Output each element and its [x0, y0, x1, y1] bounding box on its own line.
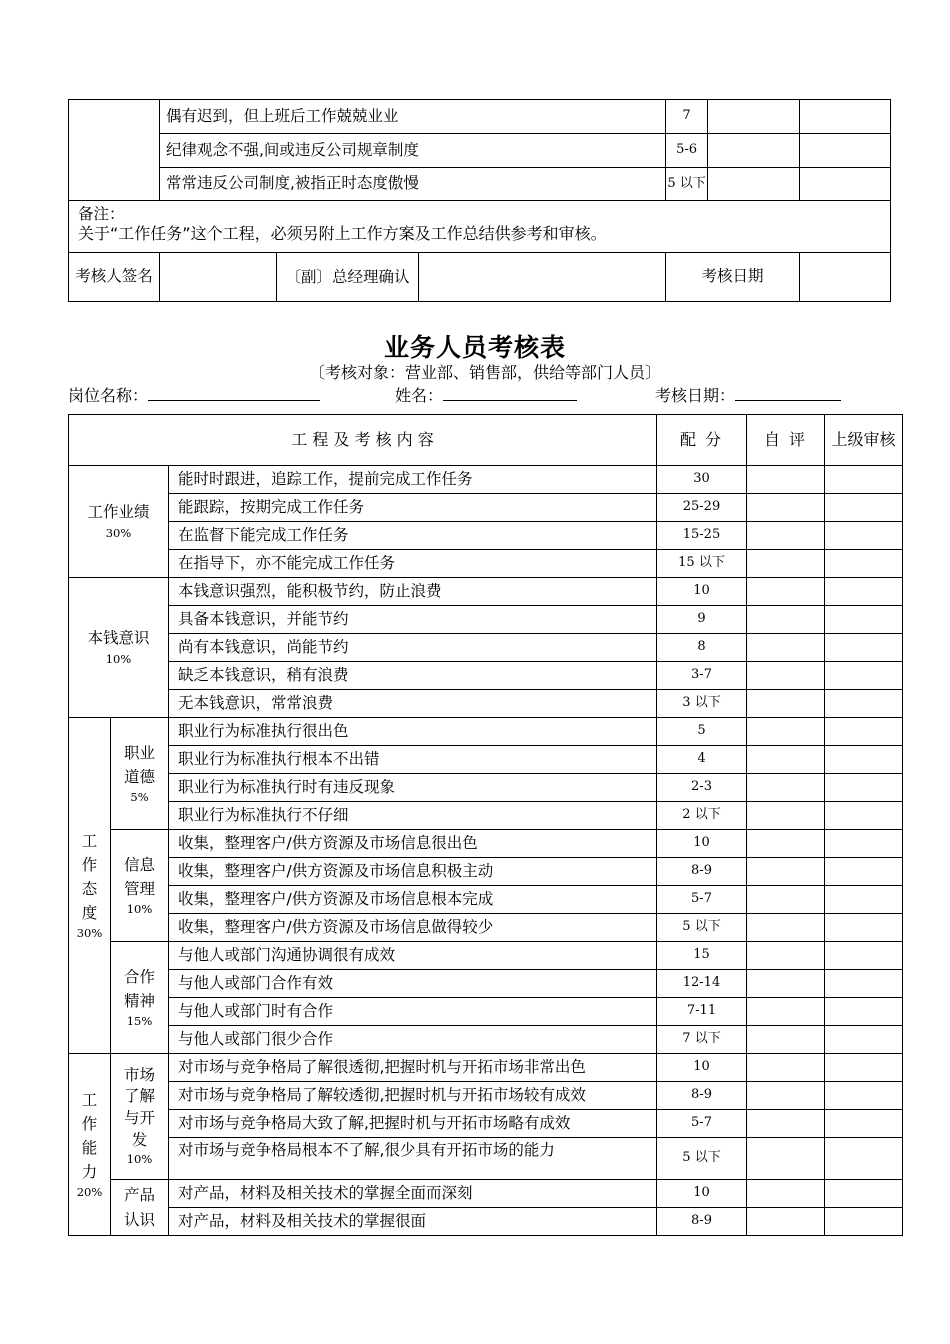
score-cell: 7 [666, 100, 708, 134]
score-cell: 5-7 [657, 1110, 747, 1138]
subcategory-info: 信息 管理 10% [111, 830, 169, 942]
self-eval-cell[interactable] [747, 466, 825, 494]
self-eval-cell[interactable] [747, 550, 825, 578]
header-content: 工 程 及 考 核 内 容 [69, 415, 657, 466]
self-eval-cell[interactable] [747, 1138, 825, 1180]
superior-eval-cell[interactable] [825, 746, 903, 774]
subcategory-pct: 5% [130, 789, 149, 804]
table-row [69, 1110, 903, 1138]
table-row [69, 1054, 903, 1082]
criteria-text: 能时时跟进，追踪工作，提前完成工作任务 [169, 466, 657, 494]
superior-eval-cell[interactable] [825, 494, 903, 522]
score-cell: 10 [657, 830, 747, 858]
category-pct: 10% [105, 651, 132, 666]
self-eval-cell[interactable] [747, 1180, 825, 1208]
criteria-text: 职业行为标准执行不仔细 [169, 802, 657, 830]
position-label: 岗位名称： [68, 386, 149, 405]
table-row [69, 718, 903, 746]
self-eval-cell[interactable] [747, 1110, 825, 1138]
score-cell: 5 以下 [666, 168, 708, 201]
table-row [69, 466, 903, 494]
superior-eval-cell[interactable] [825, 970, 903, 998]
superior-eval-cell[interactable] [825, 718, 903, 746]
criteria-text: 缺乏本钱意识，稍有浪费 [169, 662, 657, 690]
self-eval-cell[interactable] [747, 494, 825, 522]
criteria-text: 无本钱意识，常常浪费 [169, 690, 657, 718]
table-header-row [69, 415, 903, 466]
table-row [69, 1138, 903, 1180]
criteria-text: 收集，整理客户/供方资源及市场信息做得较少 [169, 914, 657, 942]
name-label: 姓名： [395, 386, 444, 405]
superior-eval-cell[interactable] [825, 830, 903, 858]
superior-eval-cell[interactable] [825, 942, 903, 970]
table-row [69, 1208, 903, 1236]
criteria-text: 在指导下，亦不能完成工作任务 [169, 550, 657, 578]
criteria-text: 对市场与竞争格局根本不了解,很少具有开拓市场的能力 [169, 1138, 657, 1180]
superior-eval-cell[interactable] [825, 774, 903, 802]
category-name: 本钱意识 [87, 629, 150, 648]
score-cell: 5 以下 [657, 914, 747, 942]
criteria-text: 本钱意识强烈，能积极节约，防止浪费 [169, 578, 657, 606]
self-eval-cell[interactable] [708, 134, 800, 168]
criteria-text: 对市场与竞争格局了解较透彻,把握时机与开拓市场较有成效 [169, 1082, 657, 1110]
subcategory-pct: 10% [126, 1152, 153, 1167]
self-eval-cell[interactable] [747, 774, 825, 802]
score-cell: 2 以下 [657, 802, 747, 830]
position-input[interactable] [148, 385, 320, 401]
score-cell: 5-7 [657, 886, 747, 914]
manager-confirm-field[interactable] [419, 253, 666, 302]
self-eval-cell[interactable] [747, 522, 825, 550]
name-input[interactable] [443, 385, 577, 401]
criteria-text: 偶有迟到，但上班后工作兢兢业业 [160, 100, 666, 134]
self-eval-cell[interactable] [708, 100, 800, 134]
superior-eval-cell[interactable] [800, 134, 891, 168]
criteria-text: 对产品，材料及相关技术的掌握很面 [169, 1208, 657, 1236]
score-cell: 10 [657, 578, 747, 606]
table-row [69, 634, 903, 662]
criteria-text: 对产品，材料及相关技术的掌握全面而深刻 [169, 1180, 657, 1208]
subcategory-pct: 15% [126, 1013, 153, 1028]
superior-eval-cell[interactable] [825, 662, 903, 690]
header-self: 自 评 [747, 415, 825, 466]
score-cell: 15 以下 [657, 550, 747, 578]
subcategory-coop: 合作 精神 15% [111, 942, 169, 1054]
category-name: 工作业绩 [87, 503, 150, 522]
category-pct: 20% [76, 1184, 103, 1199]
table-row [69, 942, 903, 970]
superior-eval-cell[interactable] [825, 550, 903, 578]
category-attitude: 工 作 态 度 30% [69, 718, 111, 1054]
review-date-field[interactable] [800, 253, 891, 302]
self-eval-cell[interactable] [747, 746, 825, 774]
score-cell: 5-6 [666, 134, 708, 168]
superior-eval-cell[interactable] [825, 1180, 903, 1208]
superior-eval-cell[interactable] [825, 802, 903, 830]
table-row [69, 494, 903, 522]
self-eval-cell[interactable] [747, 886, 825, 914]
assessment-table [68, 414, 903, 1236]
criteria-text: 收集，整理客户/供方资源及市场信息积极主动 [169, 858, 657, 886]
superior-eval-cell[interactable] [800, 100, 891, 134]
score-cell: 4 [657, 746, 747, 774]
superior-eval-cell[interactable] [825, 858, 903, 886]
criteria-text: 与他人或部门沟通协调很有成效 [169, 942, 657, 970]
self-eval-cell[interactable] [747, 634, 825, 662]
criteria-text: 在监督下能完成工作任务 [169, 522, 657, 550]
signer-field[interactable] [160, 253, 277, 302]
self-eval-cell[interactable] [747, 914, 825, 942]
criteria-text: 能跟踪，按期完成工作任务 [169, 494, 657, 522]
superior-eval-cell[interactable] [825, 466, 903, 494]
criteria-text: 与他人或部门时有合作 [169, 998, 657, 1026]
position-field [68, 383, 320, 406]
table-row [69, 858, 903, 886]
criteria-text: 职业行为标准执行时有违反现象 [169, 774, 657, 802]
signer-label: 考核人签名 [69, 253, 160, 302]
superior-eval-cell[interactable] [825, 1110, 903, 1138]
criteria-text: 具备本钱意识，并能节约 [169, 606, 657, 634]
score-cell: 15 [657, 942, 747, 970]
table-row [69, 746, 903, 774]
table-row [69, 886, 903, 914]
self-eval-cell[interactable] [747, 970, 825, 998]
date-input[interactable] [735, 385, 841, 401]
self-eval-cell[interactable] [747, 858, 825, 886]
criteria-text: 对市场与竞争格局了解很透彻,把握时机与开拓市场非常出色 [169, 1054, 657, 1082]
previous-section-table [68, 99, 891, 302]
review-date-label: 考核日期 [666, 253, 800, 302]
subcategory-ethics: 职业 道德 5% [111, 718, 169, 830]
self-eval-cell[interactable] [747, 1082, 825, 1110]
self-eval-cell[interactable] [747, 942, 825, 970]
self-eval-cell[interactable] [747, 690, 825, 718]
table-row [69, 970, 903, 998]
superior-eval-cell[interactable] [825, 998, 903, 1026]
score-cell: 8-9 [657, 1082, 747, 1110]
score-cell: 8-9 [657, 1208, 747, 1236]
header-score: 配 分 [657, 415, 747, 466]
subcategory-product: 产品 认识 [111, 1180, 169, 1236]
table-row [69, 662, 903, 690]
score-cell: 12-14 [657, 970, 747, 998]
table-row [69, 830, 903, 858]
score-cell: 30 [657, 466, 747, 494]
category-performance [69, 466, 169, 578]
criteria-text: 与他人或部门很少合作 [169, 1026, 657, 1054]
score-cell: 10 [657, 1054, 747, 1082]
score-cell: 15-25 [657, 522, 747, 550]
category-pct: 30% [76, 925, 103, 940]
score-cell: 7 以下 [657, 1026, 747, 1054]
table-row [69, 550, 903, 578]
form-subtitle: 〔考核对象：营业部、销售部，供给等部门人员〕 [308, 363, 661, 382]
previous-category-cell [69, 100, 160, 201]
category-pct: 30% [105, 525, 132, 540]
table-row [69, 690, 903, 718]
score-cell: 8-9 [657, 858, 747, 886]
score-cell: 25-29 [657, 494, 747, 522]
superior-eval-cell[interactable] [825, 634, 903, 662]
criteria-text: 常常违反公司制度,被指正时态度傲慢 [160, 168, 666, 201]
remark-cell [69, 201, 891, 253]
table-row [69, 914, 903, 942]
table-row [69, 578, 903, 606]
date-field [655, 383, 841, 406]
superior-eval-cell[interactable] [825, 606, 903, 634]
table-row [69, 606, 903, 634]
superior-eval-cell[interactable] [825, 1082, 903, 1110]
criteria-text: 尚有本钱意识，尚能节约 [169, 634, 657, 662]
table-row [69, 774, 903, 802]
score-cell: 3-7 [657, 662, 747, 690]
self-eval-cell[interactable] [747, 1208, 825, 1236]
table-row [69, 1180, 903, 1208]
criteria-text: 职业行为标准执行很出色 [169, 718, 657, 746]
table-row [69, 802, 903, 830]
header-superior: 上级审核 [825, 415, 903, 466]
score-cell: 3 以下 [657, 690, 747, 718]
criteria-text: 收集，整理客户/供方资源及市场信息根本完成 [169, 886, 657, 914]
superior-eval-cell[interactable] [825, 914, 903, 942]
subcategory-market: 市场 了解 与开 发 10% [111, 1054, 169, 1180]
score-cell: 7-11 [657, 998, 747, 1026]
criteria-text: 职业行为标准执行根本不出错 [169, 746, 657, 774]
self-eval-cell[interactable] [747, 662, 825, 690]
score-cell: 2-3 [657, 774, 747, 802]
table-row [69, 1026, 903, 1054]
table-row [69, 522, 903, 550]
score-cell: 8 [657, 634, 747, 662]
date-label: 考核日期： [655, 386, 736, 405]
criteria-text: 收集，整理客户/供方资源及市场信息很出色 [169, 830, 657, 858]
self-eval-cell[interactable] [747, 830, 825, 858]
superior-eval-cell[interactable] [825, 1208, 903, 1236]
superior-eval-cell[interactable] [825, 1026, 903, 1054]
table-row [69, 1082, 903, 1110]
manager-confirm-label: 〔副〕总经理确认 [277, 253, 419, 302]
criteria-text: 与他人或部门合作有效 [169, 970, 657, 998]
criteria-text: 纪律观念不强,间或违反公司规章制度 [160, 134, 666, 168]
subcategory-pct: 10% [126, 901, 153, 916]
superior-eval-cell[interactable] [825, 690, 903, 718]
category-ability: 工 作 能 力 20% [69, 1054, 111, 1236]
table-row [69, 998, 903, 1026]
self-eval-cell[interactable] [747, 1054, 825, 1082]
self-eval-cell[interactable] [747, 1026, 825, 1054]
form-title: 业务人员考核表 [383, 333, 566, 362]
criteria-text: 对市场与竞争格局大致了解,把握时机与开拓市场略有成效 [169, 1110, 657, 1138]
score-cell: 9 [657, 606, 747, 634]
score-cell: 10 [657, 1180, 747, 1208]
name-field [395, 383, 577, 406]
self-eval-cell[interactable] [747, 718, 825, 746]
superior-eval-cell[interactable] [825, 886, 903, 914]
self-eval-cell[interactable] [747, 802, 825, 830]
superior-eval-cell[interactable] [825, 522, 903, 550]
self-eval-cell[interactable] [708, 168, 800, 201]
superior-eval-cell[interactable] [825, 1054, 903, 1082]
remark-text: 关于“工作任务”这个工程，必须另附上工作方案及工作总结供参考和审核。 [78, 224, 607, 244]
category-cost [69, 578, 169, 718]
superior-eval-cell[interactable] [825, 578, 903, 606]
remark-label: 备注： [78, 205, 125, 223]
superior-eval-cell[interactable] [800, 168, 891, 201]
superior-eval-cell[interactable] [825, 1138, 903, 1180]
self-eval-cell[interactable] [747, 606, 825, 634]
self-eval-cell[interactable] [747, 998, 825, 1026]
score-cell: 5 [657, 718, 747, 746]
score-cell: 5 以下 [657, 1138, 747, 1180]
self-eval-cell[interactable] [747, 578, 825, 606]
